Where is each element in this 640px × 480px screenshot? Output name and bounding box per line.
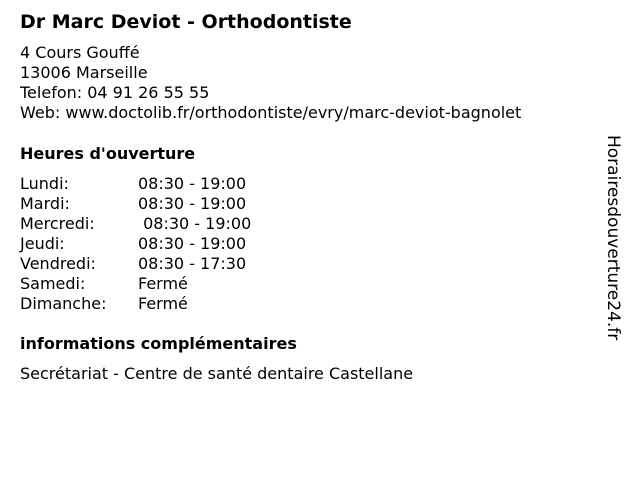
street-address: 4 Cours Gouffé (20, 43, 140, 62)
time-value: 08:30 - 19:00 (138, 194, 247, 213)
time-value: 08:30 - 19:00 (138, 214, 252, 233)
extra-info-heading: informations complémentaires (20, 334, 297, 353)
hours-row-friday (20, 254, 251, 274)
hours-row-monday (20, 174, 251, 194)
day-label: Jeudi: (20, 234, 65, 253)
address-block (20, 43, 521, 123)
hours-table (20, 174, 251, 314)
time-value: 08:30 - 17:30 (138, 254, 247, 273)
phone-number: Telefon: 04 91 26 55 55 (20, 83, 210, 102)
time-value: 08:30 - 19:00 (138, 234, 247, 253)
day-label: Mardi: (20, 194, 70, 213)
hours-heading: Heures d'ouverture (20, 144, 196, 163)
day-label: Lundi: (20, 174, 69, 193)
day-label: Vendredi: (20, 254, 96, 273)
day-label: Samedi: (20, 274, 86, 293)
hours-row-tuesday (20, 194, 251, 214)
hours-row-thursday (20, 234, 251, 254)
city-address: 13006 Marseille (20, 63, 148, 82)
website-link: Web: www.doctolib.fr/orthodontiste/evry/marc-deviot-bagnolet (20, 103, 522, 122)
hours-row-wednesday (20, 214, 251, 234)
hours-row-sunday (20, 294, 251, 314)
time-value: 08:30 - 19:00 (138, 174, 247, 193)
day-label: Mercredi: (20, 214, 95, 233)
site-watermark: Horairesdouverture24.fr (603, 135, 623, 341)
page-title: Dr Marc Deviot - Orthodontiste (20, 11, 352, 33)
hours-row-saturday (20, 274, 251, 294)
time-value: Fermé (138, 294, 188, 313)
day-label: Dimanche: (20, 294, 107, 313)
time-value: Fermé (138, 274, 188, 293)
extra-info-text: Secrétariat - Centre de santé dentaire Castellane (20, 364, 414, 383)
